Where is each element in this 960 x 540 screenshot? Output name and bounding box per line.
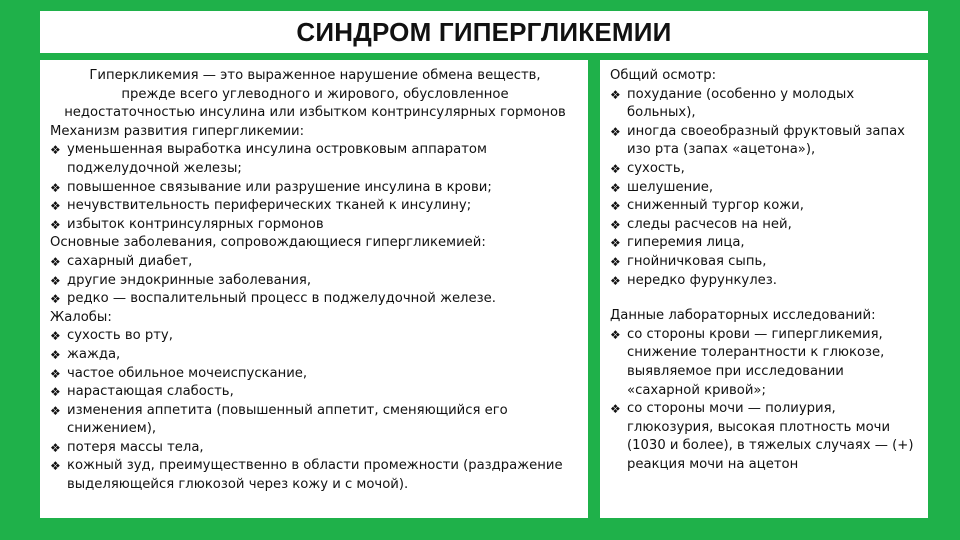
- bullet-text: похудание (особенно у молодых больных),: [627, 86, 855, 121]
- bullet-diamond-icon: ❖: [50, 347, 61, 362]
- bullet-text: следы расчесов на ней,: [627, 216, 792, 232]
- bullet-text: сухость во рту,: [67, 328, 173, 344]
- bullet-item: [610, 197, 920, 216]
- title-banner: [40, 11, 928, 53]
- bullet-item: [50, 383, 580, 402]
- bullet-diamond-icon: ❖: [50, 273, 61, 288]
- bullet-text: сухость,: [627, 160, 685, 176]
- bullet-text: сниженный тургор кожи,: [627, 198, 804, 214]
- definition-text: Гиперкликемия — это выраженное нарушение обмена веществ, прежде всего углеводного и жирового, обусловленное недостаточностью инсулина или избытком контринсулярных гормонов: [64, 68, 566, 121]
- bullet-text: уменьшенная выработка инсулина островковым аппаратом поджелудочной железы;: [67, 142, 487, 176]
- bullet-item: [50, 346, 580, 365]
- mechanism-heading: Механизм развития гипергликемии:: [50, 123, 305, 139]
- page-title: СИНДРОМ ГИПЕРГЛИКЕМИИ: [296, 16, 672, 47]
- diseases-heading: Основные заболевания, сопровождающиеся гипергликемией:: [50, 235, 486, 251]
- bullet-diamond-icon: ❖: [50, 143, 61, 158]
- lab-heading: Данные лабораторных исследований:: [610, 308, 876, 324]
- bullet-diamond-icon: ❖: [50, 366, 61, 381]
- bullet-diamond-icon: ❖: [50, 254, 61, 269]
- bullet-text: со стороны крови — гипергликемия, снижение толерантности к глюкозе, выявляемое при исследовании «сахарной кривой»;: [627, 326, 885, 398]
- bullet-item: [610, 160, 920, 179]
- bullet-item: [50, 253, 580, 272]
- bullet-diamond-icon: ❖: [610, 217, 621, 232]
- bullet-text: избыток контринсулярных гормонов: [67, 216, 324, 232]
- exam-heading: Общий осмотр:: [610, 68, 717, 83]
- bullet-diamond-icon: ❖: [610, 199, 621, 214]
- bullet-diamond-icon: ❖: [610, 236, 621, 251]
- bullet-diamond-icon: ❖: [50, 403, 61, 418]
- bullet-text: шелушение,: [627, 179, 714, 195]
- complaints-list: [50, 327, 580, 494]
- bullet-text: нечувствительность периферических тканей к инсулину;: [67, 198, 472, 214]
- bullet-text: нередко фурункулез.: [627, 272, 777, 288]
- bullet-diamond-icon: ❖: [610, 327, 621, 342]
- bullet-diamond-icon: ❖: [50, 385, 61, 400]
- bullet-item: [50, 457, 580, 494]
- bullet-item: [50, 327, 580, 346]
- bullet-text: редко — воспалительный процесс в поджелудочной железе.: [67, 291, 496, 307]
- bullet-text: другие эндокринные заболевания,: [67, 272, 312, 288]
- bullet-text: гиперемия лица,: [627, 235, 745, 251]
- bullet-diamond-icon: ❖: [610, 254, 621, 269]
- bullet-item: [50, 365, 580, 384]
- bullet-text: повышенное связывание или разрушение инсулина в крови;: [67, 179, 492, 195]
- bullet-item: [50, 179, 580, 198]
- bullet-item: [50, 216, 580, 235]
- mechanism-list: [50, 141, 580, 234]
- bullet-item: [610, 253, 920, 272]
- bullet-item: [610, 86, 920, 123]
- bullet-text: потеря массы тела,: [67, 439, 204, 455]
- bullet-item: [610, 123, 920, 160]
- bullet-diamond-icon: ❖: [50, 459, 61, 474]
- bullet-item: [610, 216, 920, 235]
- bullet-item: [50, 197, 580, 216]
- bullet-diamond-icon: ❖: [610, 124, 621, 139]
- bullet-text: изменения аппетита (повышенный аппетит, сменяющийся его снижением),: [67, 402, 508, 437]
- bullet-diamond-icon: ❖: [610, 402, 621, 417]
- complaints-heading: Жалобы:: [50, 309, 112, 325]
- bullet-text: иногда своеобразный фруктовый запах изо рта (запах «ацетона»),: [627, 123, 905, 158]
- bullet-item: [610, 272, 920, 291]
- bullet-diamond-icon: ❖: [50, 180, 61, 195]
- bullet-item: [50, 439, 580, 458]
- bullet-text: со стороны мочи — полиурия, глюкозурия, высокая плотность мочи (1030 и более), в тяжелых случаях — (+) реакция мочи на ацетон: [627, 401, 914, 472]
- diseases-list: [50, 253, 580, 309]
- bullet-diamond-icon: ❖: [50, 292, 61, 307]
- bullet-item: [610, 234, 920, 253]
- bullet-diamond-icon: ❖: [610, 273, 621, 288]
- bullet-item: [610, 326, 920, 400]
- bullet-text: частое обильное мочеиспускание,: [67, 365, 308, 381]
- bullet-item: [50, 141, 580, 178]
- bullet-item: [50, 402, 580, 439]
- bullet-text: кожный зуд, преимущественно в области промежности (раздражение выделяющейся глюкозой через кожу и с мочой).: [67, 458, 563, 493]
- bullet-text: сахарный диабет,: [67, 253, 193, 269]
- bullet-item: [610, 400, 920, 474]
- section-spacer: [610, 290, 920, 307]
- bullet-diamond-icon: ❖: [50, 329, 61, 344]
- bullet-text: гнойничковая сыпь,: [627, 253, 767, 269]
- bullet-text: жажда,: [67, 346, 121, 362]
- bullet-diamond-icon: ❖: [50, 440, 61, 455]
- bullet-diamond-icon: ❖: [50, 217, 61, 232]
- bullet-diamond-icon: ❖: [50, 199, 61, 214]
- bullet-diamond-icon: ❖: [610, 180, 621, 195]
- bullet-item: [50, 272, 580, 291]
- bullet-diamond-icon: ❖: [610, 161, 621, 176]
- lab-list: [610, 326, 920, 475]
- bullet-diamond-icon: ❖: [610, 87, 621, 102]
- exam-list: [610, 86, 920, 291]
- right-panel: [600, 60, 928, 518]
- left-panel: [40, 60, 588, 518]
- bullet-item: [50, 290, 580, 309]
- bullet-item: [610, 179, 920, 198]
- bullet-text: нарастающая слабость,: [67, 384, 234, 400]
